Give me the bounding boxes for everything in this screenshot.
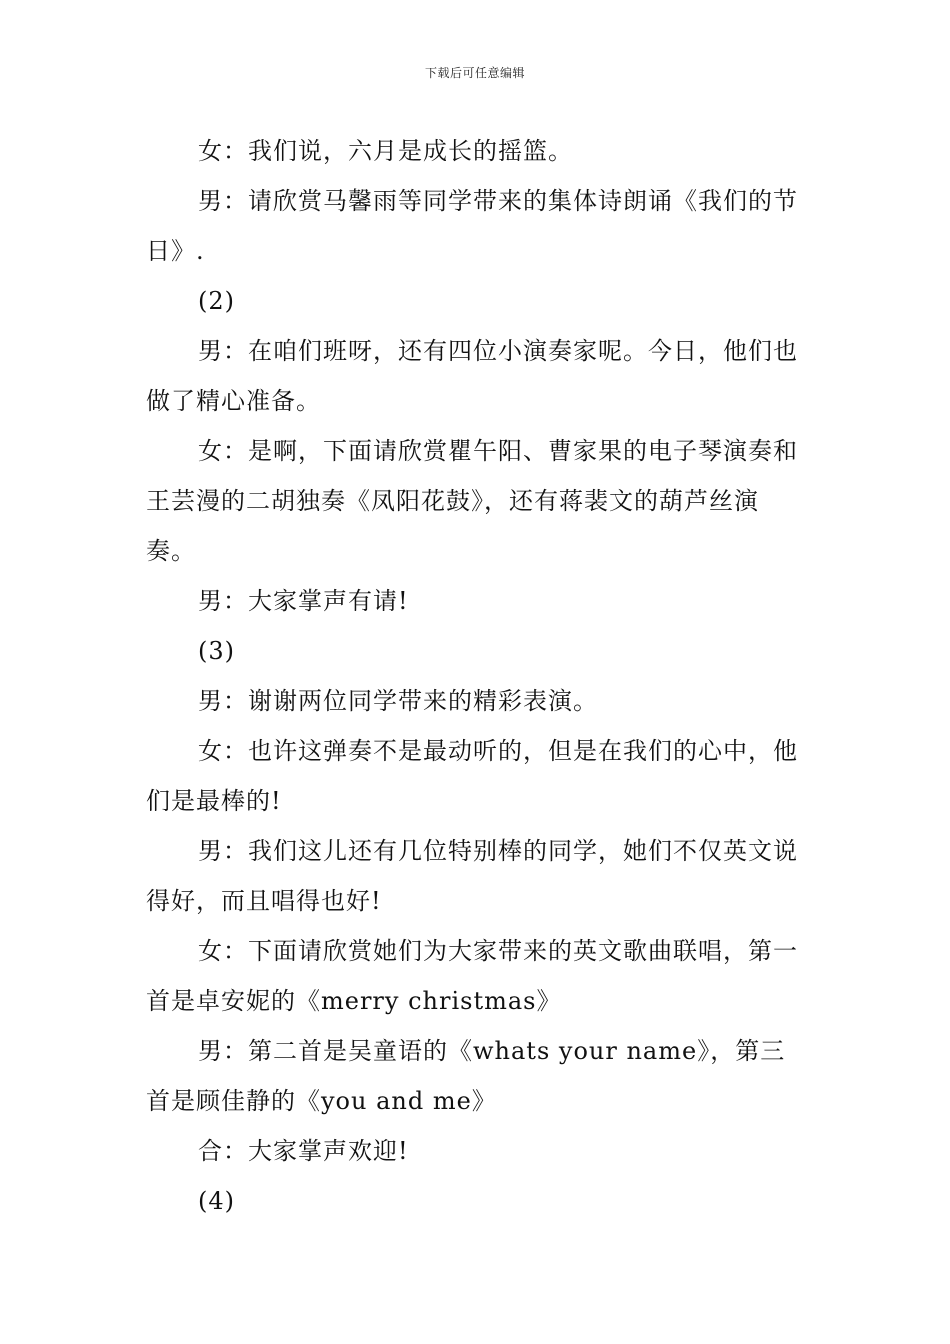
paragraph-10: 男：第二首是吴童语的《whats your name》，第三首是顾佳静的《you and me》 bbox=[146, 1037, 786, 1115]
paragraph-11: 合：大家掌声欢迎! bbox=[198, 1137, 409, 1165]
paragraph-2: 男：请欣赏马馨雨等同学带来的集体诗朗诵《我们的节日》. bbox=[146, 187, 798, 265]
paragraph-9: 女：下面请欣赏她们为大家带来的英文歌曲联唱，第一首是卓安妮的《merry christmas》 bbox=[146, 937, 798, 1015]
document-body bbox=[146, 126, 806, 1226]
paragraph-1: 女：我们说，六月是成长的摇篮。 bbox=[198, 137, 573, 165]
section-marker-4: (4) bbox=[198, 1187, 235, 1215]
paragraph-5: 男：大家掌声有请! bbox=[198, 587, 409, 615]
section-marker-2: (2) bbox=[198, 287, 235, 315]
paragraph-3: 男：在咱们班呀，还有四位小演奏家呢。今日，他们也做了精心准备。 bbox=[146, 337, 798, 415]
paragraph-7: 女：也许这弹奏不是最动听的，但是在我们的心中，他们是最棒的! bbox=[146, 737, 798, 815]
page-header: 下载后可任意编辑 bbox=[424, 66, 525, 80]
paragraph-4: 女：是啊，下面请欣赏瞿午阳、曹家果的电子琴演奏和王芸漫的二胡独奏《凤阳花鼓》，还有蒋裴文的葫芦丝演奏。 bbox=[146, 437, 798, 565]
paragraph-8: 男：我们这儿还有几位特别棒的同学，她们不仅英文说得好，而且唱得也好! bbox=[146, 837, 798, 915]
paragraph-6: 男：谢谢两位同学带来的精彩表演。 bbox=[198, 687, 598, 715]
section-marker-3: (3) bbox=[198, 637, 235, 665]
